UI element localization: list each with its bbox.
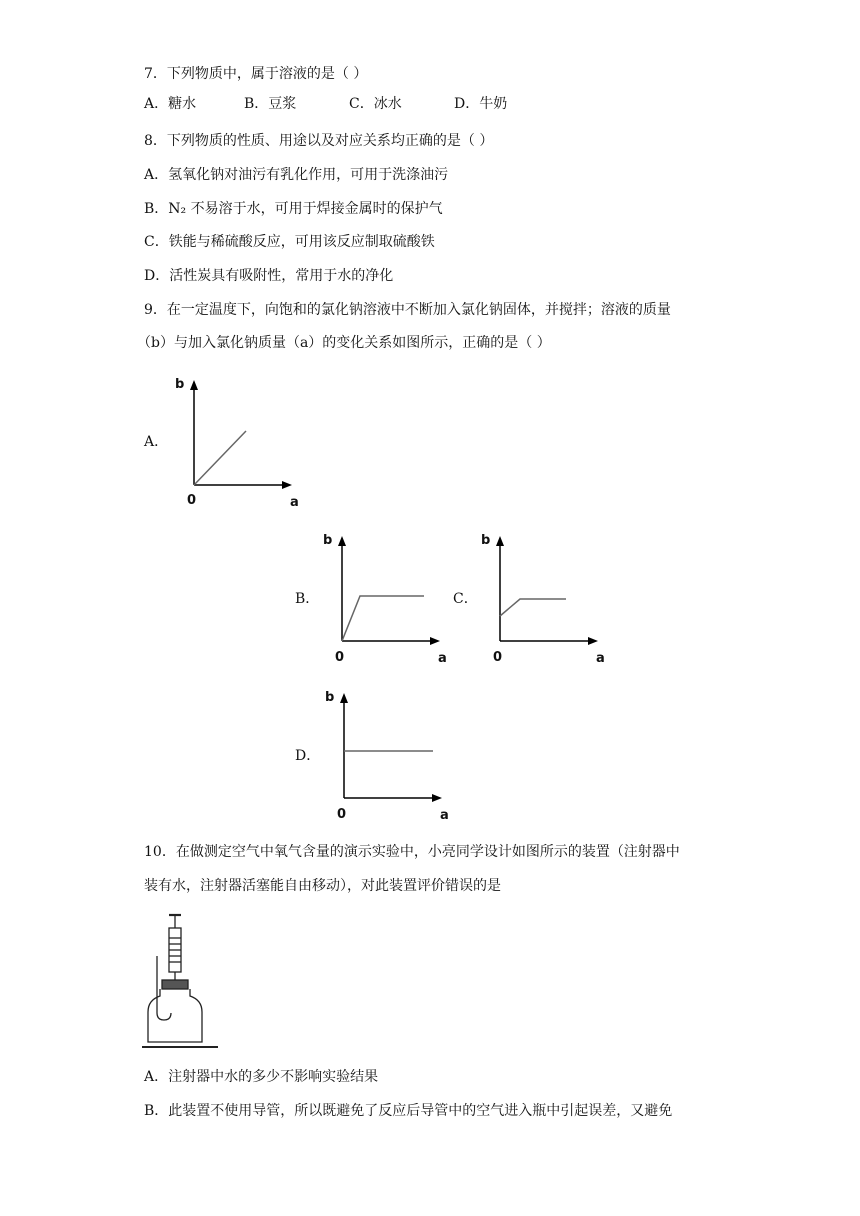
x-axis-arrow-icon [588, 637, 598, 645]
y-axis-label: b [323, 533, 333, 548]
q10-stem-line2: 装有水，注射器活塞能自由移动），对此装置评价错误的是 [144, 878, 501, 894]
graph-b [318, 528, 458, 668]
q7-option-d: D．牛奶 [454, 96, 508, 112]
y-axis-arrow-icon [496, 536, 504, 546]
y-axis-label: b [175, 377, 185, 392]
graph-d [320, 685, 460, 825]
q8-option-b: B．N₂ 不易溶于水，可用于焊接金属时的保护气 [144, 201, 443, 217]
origin-label: 0 [187, 493, 197, 508]
graph-c-label: C． [453, 591, 478, 607]
graph-a-label: A． [144, 434, 169, 450]
q10-stem-line1: 10．在做测定空气中氧气含量的演示实验中，小亮同学设计如图所示的装置（注射器中 [144, 844, 680, 860]
origin-label: 0 [337, 807, 347, 822]
q10-option-b: B．此装置不使用导管，所以既避免了反应后导管中的空气进入瓶中引起误差，又避免 [144, 1103, 673, 1119]
y-axis-arrow-icon [190, 380, 198, 390]
x-axis-label: a [596, 651, 605, 666]
x-axis-label: a [290, 495, 299, 510]
y-axis-label: b [325, 690, 335, 705]
q7-stem: 7．下列物质中，属于溶液的是（ ） [144, 66, 368, 82]
graph-d-label: D． [295, 748, 321, 764]
q8-option-d: D．活性炭具有吸附性，常用于水的净化 [144, 268, 394, 284]
graph-a [170, 372, 310, 512]
x-axis-label: a [438, 651, 447, 666]
y-axis-arrow-icon [338, 536, 346, 546]
x-axis-arrow-icon [282, 481, 292, 489]
x-axis-arrow-icon [432, 794, 442, 802]
data-line [342, 596, 424, 641]
y-axis-arrow-icon [340, 693, 348, 703]
q9-stem-line2: （b）与加入氯化钠质量（a）的变化关系如图所示，正确的是（ ） [137, 335, 551, 351]
q8-stem: 8．下列物质的性质、用途以及对应关系均正确的是（ ） [144, 133, 494, 149]
data-line [500, 599, 566, 616]
y-axis-label: b [481, 533, 491, 548]
x-axis-arrow-icon [430, 637, 440, 645]
q7-option-a: A．糖水 [144, 96, 197, 112]
q8-option-a: A．氢氧化钠对油污有乳化作用，可用于洗涤油污 [144, 167, 449, 183]
graph-b-label: B． [295, 591, 320, 607]
q9-stem-line1: 9．在一定温度下，向饱和的氯化钠溶液中不断加入氯化钠固体，并搅拌；溶液的质量 [144, 302, 671, 318]
q7-option-c: C．冰水 [349, 96, 402, 112]
graph-c [476, 528, 616, 668]
q8-option-c: C．铁能与稀硫酸反应，可用该反应制取硫酸铁 [144, 234, 435, 250]
syringe-apparatus-illustration [140, 908, 220, 1053]
data-line [194, 431, 246, 485]
origin-label: 0 [335, 650, 345, 665]
q7-option-b: B．豆浆 [244, 96, 297, 112]
origin-label: 0 [493, 650, 503, 665]
x-axis-label: a [440, 808, 449, 823]
q10-option-a: A．注射器中水的多少不影响实验结果 [144, 1069, 379, 1085]
